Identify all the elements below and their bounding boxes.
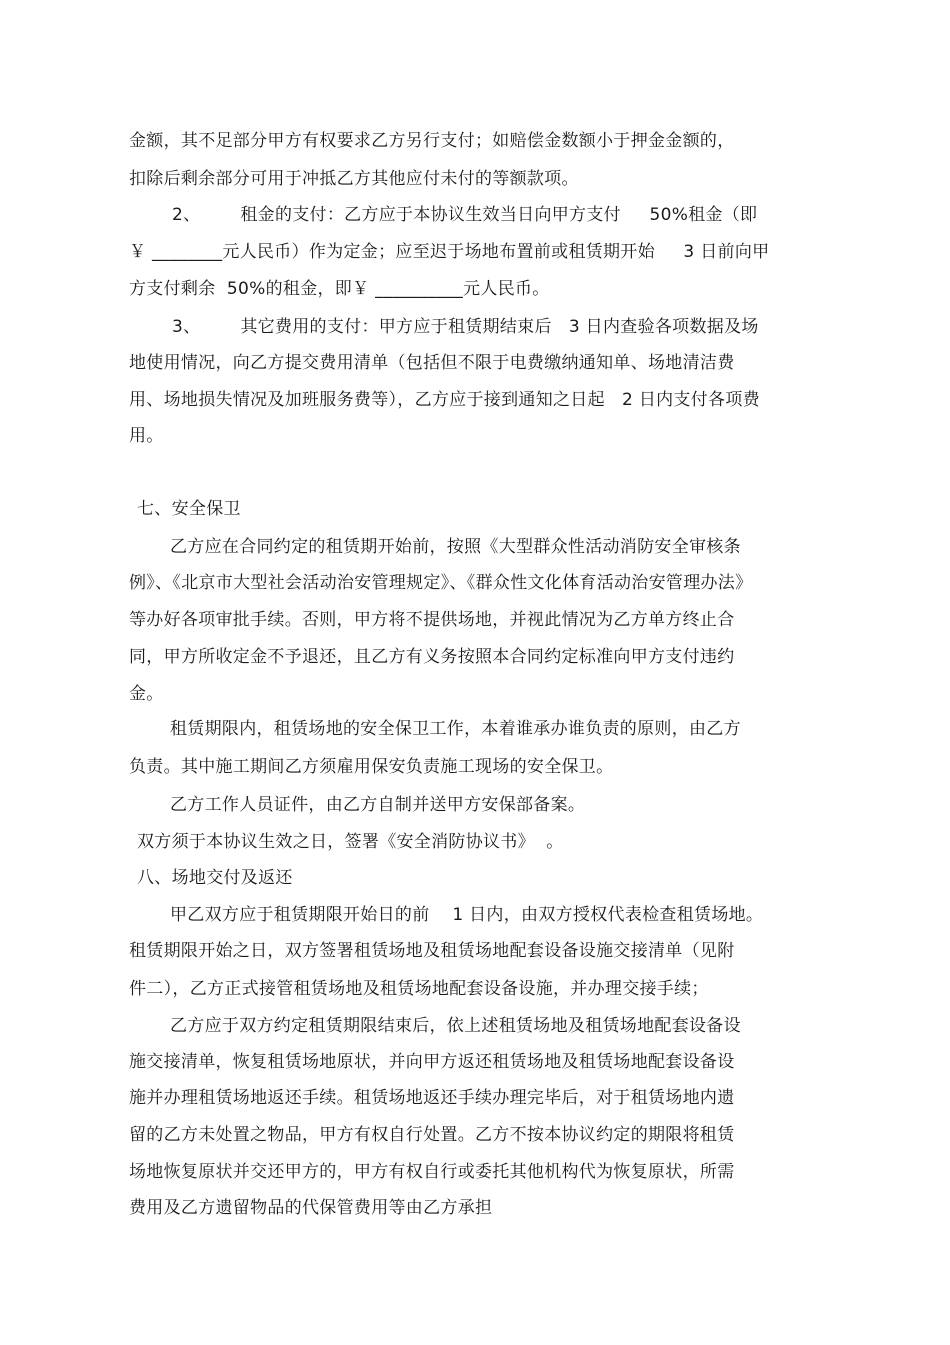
text-line: 场地恢复原状并交还甲方的，甲方有权自行或委托其他机构代为恢复原状，所需	[129, 1162, 735, 1182]
text-line: 方支付剩余 50%的租金，即￥ __________元人民币。	[129, 279, 550, 299]
text-line: 乙方工作人员证件，由乙方自制并送甲方安保部备案。	[170, 795, 586, 815]
text-line: 租赁期限开始之日，双方签署租赁场地及租赁场地配套设备设施交接清单（见附	[129, 941, 735, 961]
text-line: 等办好各项审批手续。否则，甲方将不提供场地，并视此情况为乙方单方终止合	[129, 610, 735, 630]
text-line: 地使用情况，向乙方提交费用清单（包括但不限于电费缴纳通知单、场地清洁费	[129, 353, 735, 373]
text-line: 施并办理租赁场地返还手续。租赁场地返还手续办理完毕后，对于租赁场地内遗	[129, 1088, 735, 1108]
text-line: 负责。其中施工期间乙方须雇用保安负责施工现场的安全保卫。	[129, 757, 614, 777]
text-line: 甲乙双方应于租赁期限开始日的前 1 日内，由双方授权代表检查租赁场地。	[170, 905, 764, 925]
text-line: 乙方应在合同约定的租赁期开始前，按照《大型群众性活动消防安全审核条	[170, 537, 741, 557]
text-line: 乙方应于双方约定租赁期限结束后，依上述租赁场地及租赁场地配套设备设	[170, 1016, 741, 1036]
text-line: 用、场地损失情况及加班服务费等），乙方应于接到通知之日起 2 日内支付各项费	[129, 390, 760, 410]
text-line: 2、 租金的支付：乙方应于本协议生效当日向甲方支付 50%租金（即	[172, 205, 758, 225]
text-line: 同，甲方所收定金不予退还，且乙方有义务按照本合同约定标准向甲方支付违约	[129, 647, 735, 667]
text-line: 扣除后剩余部分可用于冲抵乙方其他应付未付的等额款项。	[129, 169, 579, 189]
text-line: 用。	[129, 426, 164, 446]
text-line: 件二），乙方正式接管租赁场地及租赁场地配套设备设施，并办理交接手续；	[129, 979, 709, 999]
text-line: 金。	[129, 684, 164, 704]
section-heading: 七、安全保卫	[137, 499, 241, 519]
text-line: 费用及乙方遗留物品的代保管费用等由乙方承担	[129, 1198, 493, 1218]
text-line: 施交接清单，恢复租赁场地原状，并向甲方返还租赁场地及租赁场地配套设备设	[129, 1052, 735, 1072]
text-line: 例》、《北京市大型社会活动治安管理规定》、《群众性文化体育活动治安管理办法》	[129, 573, 753, 593]
text-line: 留的乙方未处置之物品，甲方有权自行处置。乙方不按本协议约定的期限将租赁	[129, 1125, 735, 1145]
text-line: 3、 其它费用的支付：甲方应于租赁期结束后 3 日内查验各项数据及场	[172, 317, 759, 337]
text-line: 租赁期限内，租赁场地的安全保卫工作，本着谁承办谁负责的原则，由乙方	[170, 719, 741, 739]
text-line: 双方须于本协议生效之日，签署《安全消防协议书》 。	[137, 832, 564, 852]
section-heading: 八、场地交付及返还	[137, 868, 293, 888]
text-line: ￥ ________元人民币）作为定金；应至迟于场地布置前或租赁期开始 3 日前向甲	[129, 242, 770, 262]
text-line: 金额，其不足部分甲方有权要求乙方另行支付；如赔偿金数额小于押金金额的，	[129, 131, 735, 151]
